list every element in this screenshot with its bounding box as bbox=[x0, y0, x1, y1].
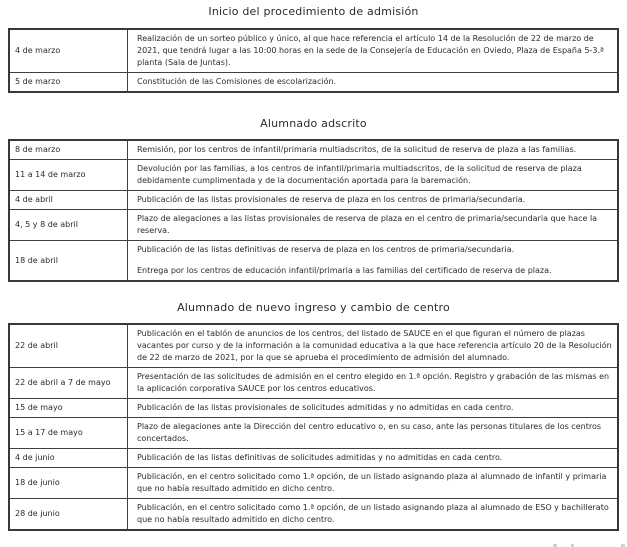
table-row bbox=[9, 499, 618, 531]
schedule-section bbox=[8, 117, 619, 282]
description-paragraph: Plazo de alegaciones ante la Dirección del centro educativo o, en su caso, ante las personas titulares de los centros concertados. bbox=[137, 422, 602, 443]
date-cell: 4 de junio bbox=[9, 449, 128, 468]
table-row bbox=[9, 418, 618, 449]
table-row bbox=[9, 191, 618, 210]
description-cell bbox=[128, 241, 619, 282]
date-cell: 4 de abril bbox=[9, 191, 128, 210]
description-paragraph: Publicación de las listas provisionales de solicitudes admitidas y no admitidas en cada centro. bbox=[137, 403, 514, 412]
description-cell bbox=[128, 418, 619, 449]
date-cell: 11 a 14 de marzo bbox=[9, 160, 128, 191]
document-body bbox=[0, 5, 627, 531]
section-title: Alumnado de nuevo ingreso y cambio de centro bbox=[177, 301, 450, 314]
table-row bbox=[9, 449, 618, 468]
table-row bbox=[9, 399, 618, 418]
description-paragraph: Remisión, por los centros de infantil/primaria multiadscritos, de la solicitud de reserva de plaza a las familias. bbox=[137, 145, 577, 154]
description-cell bbox=[128, 191, 619, 210]
date-cell: 18 de abril bbox=[9, 241, 128, 282]
description-cell bbox=[128, 368, 619, 399]
description-paragraph: Publicación de las listas definitivas de solicitudes admitidas y no admitidas en cada centro. bbox=[137, 453, 503, 462]
section-title: Inicio del procedimiento de admisión bbox=[208, 5, 419, 18]
description-paragraph: Publicación de las listas definitivas de reserva de plaza en los centros de primaria/secundaria. bbox=[137, 245, 515, 254]
description-paragraph: Devolución por las familias, a los centros de infantil/primaria multiadscritos, de la solicitud de reserva de plaza debidamente cumplimentada y de la documentación aportada para la baremación. bbox=[137, 164, 582, 185]
description-cell bbox=[128, 468, 619, 499]
schedule-table-body bbox=[9, 140, 618, 281]
description-cell bbox=[128, 29, 619, 73]
table-row bbox=[9, 324, 618, 368]
schedule-table bbox=[8, 323, 619, 531]
date-cell: 4 de marzo bbox=[9, 29, 128, 73]
description-paragraph: Constitución de las Comisiones de escolarización. bbox=[137, 77, 337, 86]
date-cell: 28 de junio bbox=[9, 499, 128, 531]
description-paragraph: Plazo de alegaciones a las listas provisionales de reserva de plaza en el centro de primaria/secundaria que hace la reserva. bbox=[137, 214, 598, 235]
section-title: Alumnado adscrito bbox=[260, 117, 367, 130]
date-cell: 18 de junio bbox=[9, 468, 128, 499]
description-cell bbox=[128, 399, 619, 418]
description-paragraph: Publicación en el tablón de anuncios de los centros, del listado de SAUCE en el que figuran el número de plazas vacantes por curso y de la información a la comunidad educativa a la que hace referencia artículo 20 de la Resolución de 22 de marzo de 2021, por la que se aprueba el procedimiento de admisión del alumnado. bbox=[137, 329, 612, 362]
description-cell bbox=[128, 324, 619, 368]
description-cell bbox=[128, 499, 619, 531]
description-cell bbox=[128, 160, 619, 191]
date-cell: 15 a 17 de mayo bbox=[9, 418, 128, 449]
date-cell: 22 de abril a 7 de mayo bbox=[9, 368, 128, 399]
table-row bbox=[9, 73, 618, 93]
table-row bbox=[9, 468, 618, 499]
date-cell: 15 de mayo bbox=[9, 399, 128, 418]
description-cell bbox=[128, 73, 619, 93]
description-paragraph: Publicación, en el centro solicitado como 1.ª opción, de un listado asignando plaza al alumnado de infantil y primaria que no había resultado admitido en dicho centro. bbox=[137, 472, 607, 493]
date-cell: 8 de marzo bbox=[9, 140, 128, 160]
date-cell: 22 de abril bbox=[9, 324, 128, 368]
description-cell bbox=[128, 140, 619, 160]
table-row bbox=[9, 140, 618, 160]
table-row bbox=[9, 160, 618, 191]
schedule-section bbox=[8, 5, 619, 93]
description-paragraph: Publicación, en el centro solicitado como 1.ª opción, de un listado asignando plaza al alumnado de ESO y bachillerato que no había resultado admitido en dicho centro. bbox=[137, 503, 609, 524]
schedule-section bbox=[8, 301, 619, 531]
schedule-table bbox=[8, 28, 619, 93]
table-row bbox=[9, 368, 618, 399]
description-paragraph: Publicación de las listas provisionales de reserva de plaza en los centros de primaria/secundaria. bbox=[137, 195, 526, 204]
description-paragraph: Entrega por los centros de educación infantil/primaria a las familias del certificado de reserva de plaza. bbox=[137, 266, 552, 275]
table-row bbox=[9, 29, 618, 73]
schedule-table-body bbox=[9, 324, 618, 530]
date-cell: 5 de marzo bbox=[9, 73, 128, 93]
description-cell bbox=[128, 210, 619, 241]
schedule-table-body bbox=[9, 29, 618, 92]
description-cell bbox=[128, 449, 619, 468]
description-paragraph: Presentación de las solicitudes de admisión en el centro elegido en 1.ª opción. Registro y grabación de las mismas en la aplicación corporativa SAUCE por los centros educativos. bbox=[137, 372, 610, 393]
table-row bbox=[9, 210, 618, 241]
schedule-table bbox=[8, 139, 619, 282]
description-paragraph: Realización de un sorteo público y único, al que hace referencia el artículo 14 de la Resolución de 22 de marzo de 2021, que tendrá lugar a las 10:00 horas en la sede de la Consejería de Educación en Oviedo, Plaza de España 5-3.ª planta (Sala de Juntas). bbox=[137, 34, 604, 67]
date-cell: 4, 5 y 8 de abril bbox=[9, 210, 128, 241]
table-row bbox=[9, 241, 618, 282]
